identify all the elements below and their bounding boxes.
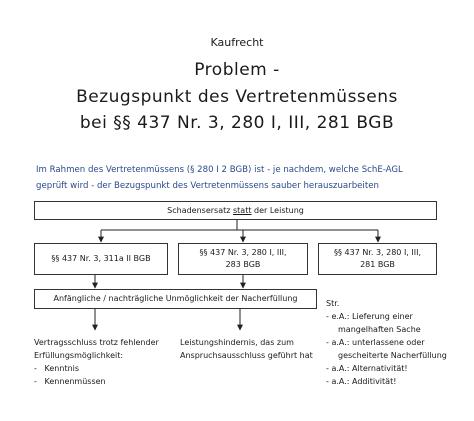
subject-label: Kaufrecht: [210, 36, 264, 49]
dash: -: [326, 377, 329, 386]
branch-1-line-1: §§ 437 Nr. 3, 311a II BGB: [51, 254, 151, 263]
left-item-1-text: Kenntnis: [44, 364, 80, 373]
branch-3-line-2: 281 BGB: [360, 260, 395, 269]
right-item-3: [326, 362, 447, 375]
branch-2-line-1: §§ 437 Nr. 3, 280 I, III,: [199, 248, 287, 257]
intro-line-1: Im Rahmen des Vertretenmüssens (§ 280 I 2 BGB) ist - je nachdem, welche SchE-AGL: [36, 165, 403, 175]
branch-box-283: [178, 243, 308, 275]
mid-line-2: Anspruchsausschluss geführt hat: [180, 351, 313, 360]
mid-line-1: Leistungshindernis, das zum: [180, 338, 294, 347]
branch-2-line-2: 283 BGB: [225, 260, 261, 269]
right-item-1-text: e.A.: Lieferung einer: [331, 312, 413, 321]
left-line-1: Vertragsschluss trotz fehlender: [34, 338, 159, 347]
branch-3-line-1: §§ 437 Nr. 3, 280 I, III,: [333, 248, 422, 257]
right-item-2-cont: gescheiterte Nacherfüllung: [338, 351, 447, 360]
right-head: Str.: [326, 299, 340, 308]
left-item-2: [34, 375, 159, 388]
left-item-2-text: Kennenmüssen: [44, 377, 106, 386]
dash: -: [326, 312, 329, 321]
middle-column: [180, 336, 313, 362]
damages-text-after: der Leistung: [251, 206, 304, 215]
branch-box-281: [318, 243, 437, 275]
right-item-2-text: a.A.: unterlassene oder: [331, 338, 425, 347]
left-column: [34, 336, 159, 388]
title-line-2: Bezugspunkt des Vertretenmüssens: [76, 87, 398, 107]
impossibility-box: Anfängliche / nachträgliche Unmöglichkeit der Nacherfüllung: [34, 289, 317, 309]
dash: -: [34, 364, 37, 373]
right-item-2: [326, 336, 447, 349]
right-item-3-text: a.A.: Alternativität!: [331, 364, 408, 373]
title-line-3: bei §§ 437 Nr. 3, 280 I, III, 281 BGB: [79, 113, 395, 133]
branch-box-311a: [34, 243, 168, 275]
damages-text-before: Schadensersatz: [167, 206, 233, 215]
damages-box: [34, 201, 437, 220]
right-item-1-cont: mangelhaften Sache: [338, 325, 421, 334]
dash: -: [326, 364, 329, 373]
dash: -: [34, 377, 37, 386]
title-line-1: Problem -: [194, 60, 280, 80]
dash: -: [326, 338, 329, 347]
damages-text-underlined: statt: [233, 206, 252, 215]
intro-line-2: geprüft wird - der Bezugspunkt des Vertretenmüssens sauber herauszuarbeiten: [36, 181, 379, 191]
right-column: [326, 297, 447, 388]
left-line-2: Erfüllungsmöglichkeit:: [34, 351, 124, 360]
right-item-4: [326, 375, 447, 388]
right-item-1: [326, 310, 447, 323]
right-item-4-text: a.A.: Additivität!: [331, 377, 397, 386]
left-item-1: [34, 362, 159, 375]
